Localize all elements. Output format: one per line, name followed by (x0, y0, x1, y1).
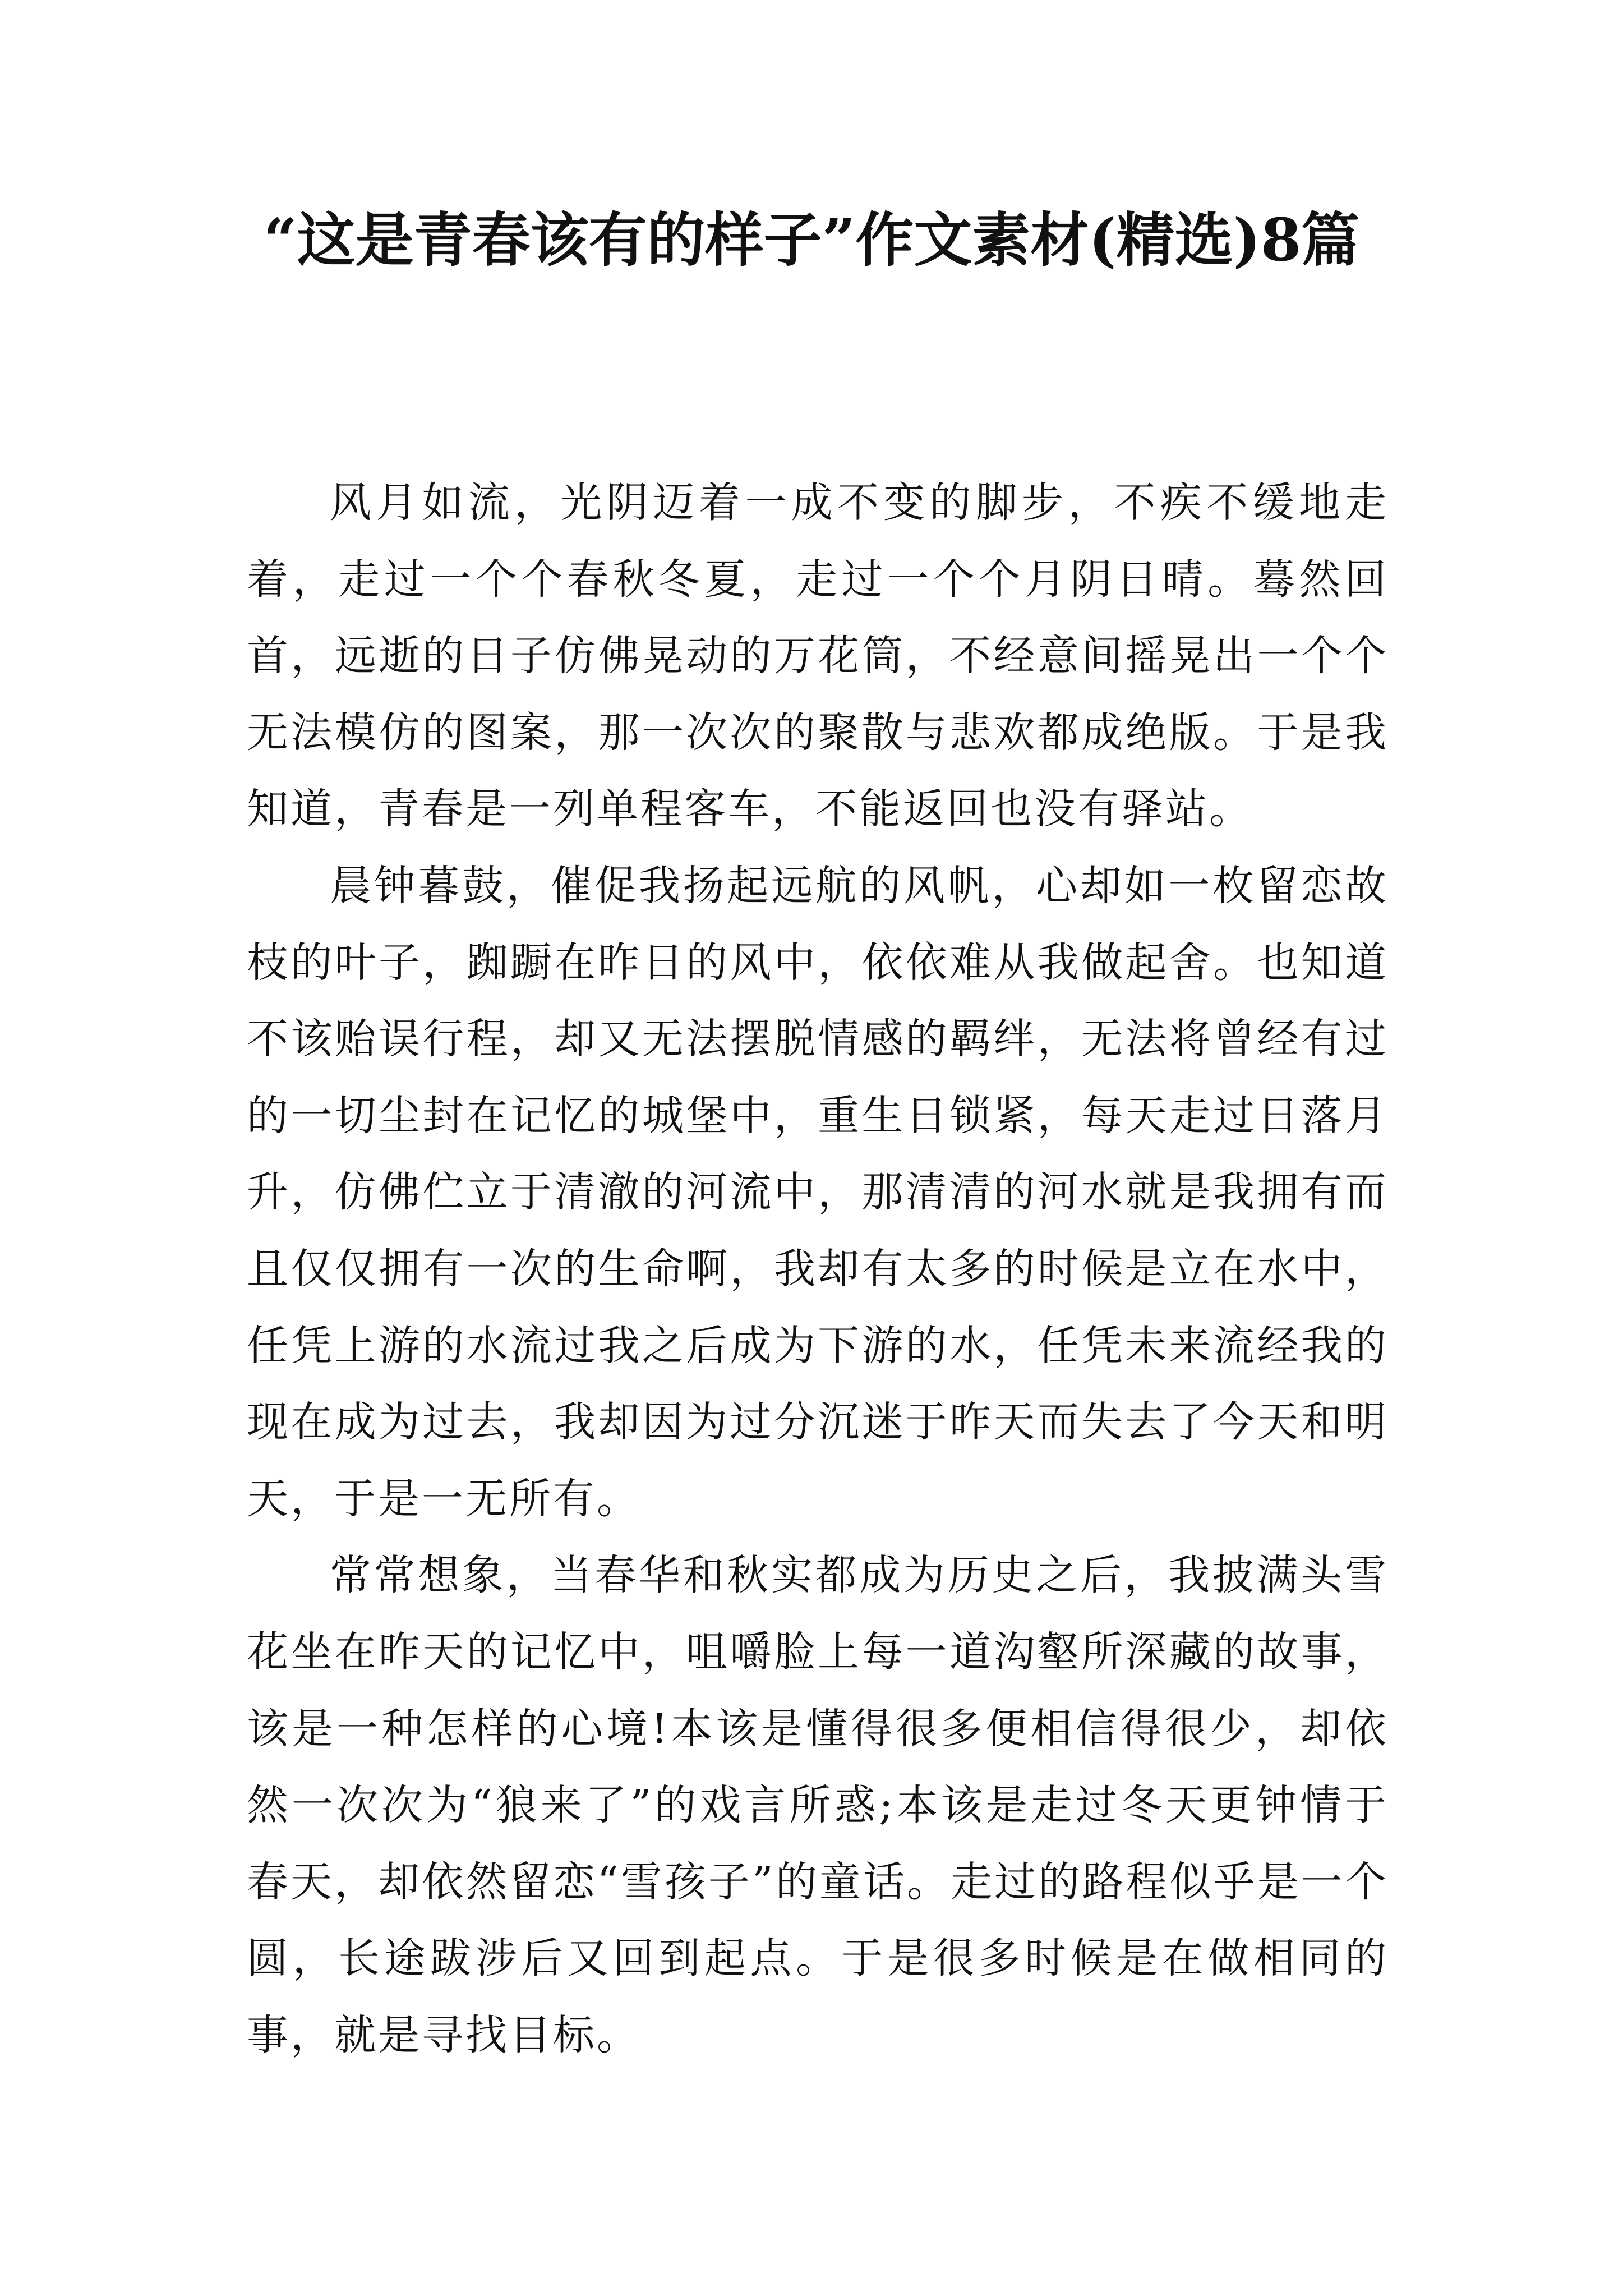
paragraph-1: 风月如流，光阴迈着一成不变的脚步，不疾不缓地走着，走过一个个春秋冬夏，走过一个个月阴日晴。蓦然回首，远逝的日子仿佛晃动的万花筒，不经意间摇晃出一个个无法模仿的图案，那一次次的聚散与悲欢都成绝版。于是我知道，青春是一列单程客车，不能返回也没有驿站。 (247, 478, 1389, 834)
paragraph-2: 晨钟暮鼓，催促我扬起远航的风帆，心却如一枚留恋故枝的叶子，踟蹰在昨日的风中，依依难从我做起舍。也知道不该贻误行程，却又无法摆脱情感的羁绊，无法将曾经有过的一切尘封在记忆的城堡中，重生日锁紧，每天走过日落月升，仿佛伫立于清澈的河流中，那清清的河水就是我拥有而且仅仅拥有一次的生命啊，我却有太多的时候是立在水中，任凭上游的水流过我之后成为下游的水，任凭未来流经我的现在成为过去，我却因为过分沉迷于昨天而失去了今天和明天，于是一无所有。 (247, 861, 1389, 1523)
paragraph-3: 常常想象，当春华和秋实都成为历史之后，我披满头雪花坐在昨天的记忆中，咀嚼脸上每一道沟壑所深藏的故事，该是一种怎样的心境!本该是懂得很多便相信得很少，却依然一次次为“狼来了”的戏言所惑;本该是走过冬天更钟情于春天，却依然留恋“雪孩子”的童话。走过的路程似乎是一个圆，长途跋涉后又回到起点。于是很多时候是在做相同的事，就是寻找目标。 (247, 1551, 1389, 2059)
document-title: “这是青春该有的样子”作文素材(精选)8篇 (263, 205, 1360, 274)
document-body (247, 464, 1389, 2073)
